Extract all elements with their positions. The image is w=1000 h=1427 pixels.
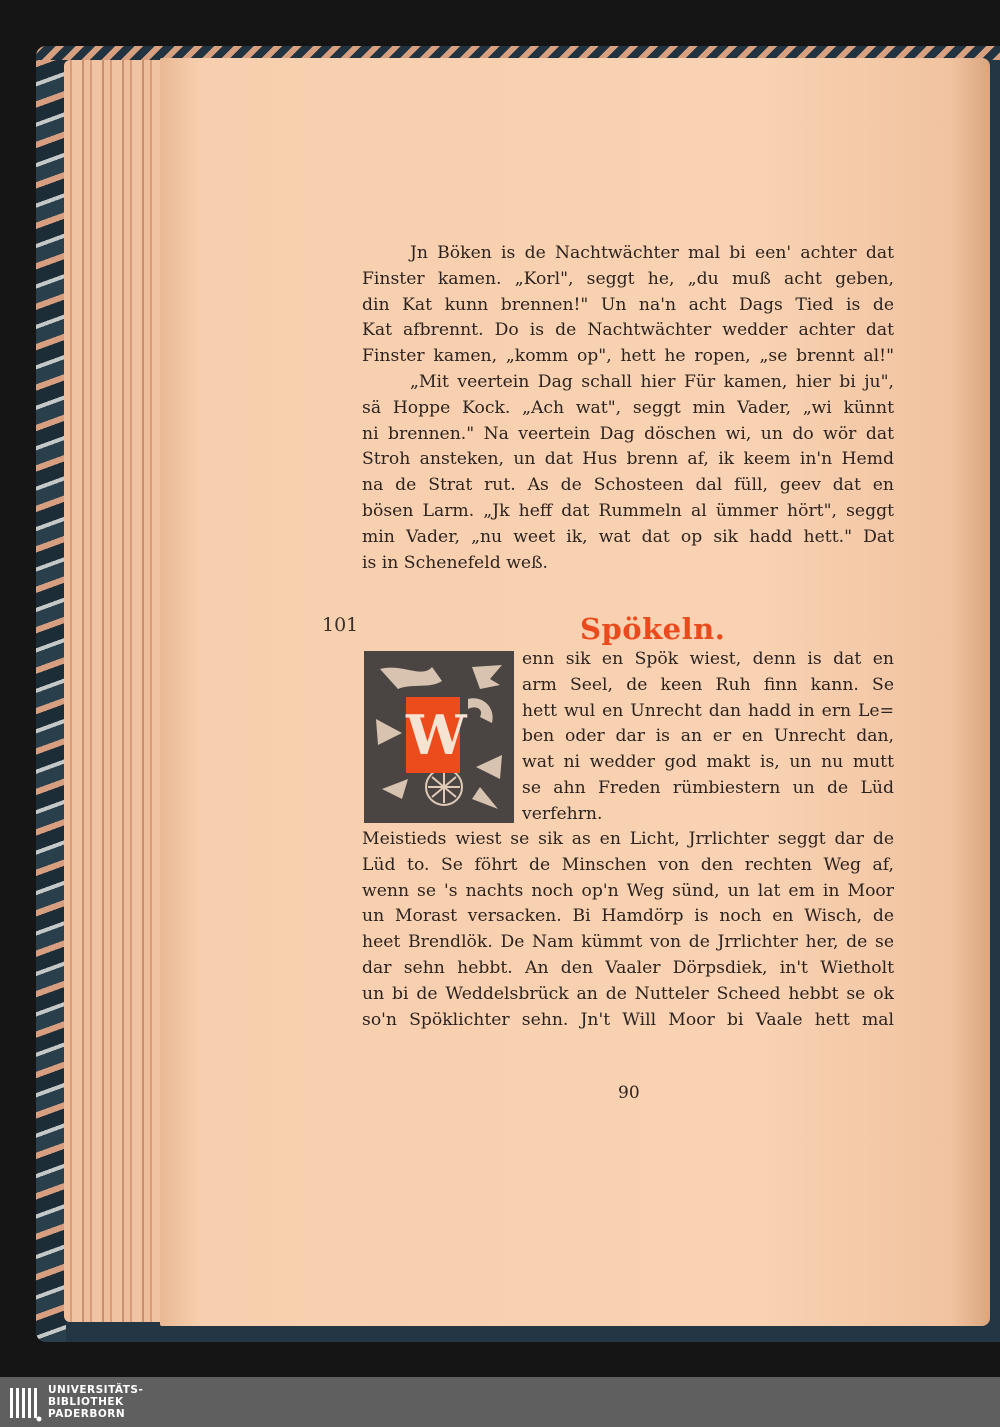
text-line: Lüd to. Se föhrt de Minschen von den rechten Weg af,: [362, 854, 894, 875]
text-line: is in Schenefeld weß.: [362, 552, 549, 573]
text-line: wenn se 's nachts noch op'n Weg sünd, un lat em in Moor: [362, 880, 894, 901]
page-number: 90: [618, 1083, 640, 1103]
text-line: din Kat kunn brennen!" Un na'n acht Dags Tied is de: [362, 294, 894, 315]
text-line: bösen Larm. „Jk heff dat Rummeln al ümmer hört", seggt: [362, 500, 894, 521]
text-line: Jn Böken is de Nachtwächter mal bi een' achter dat: [410, 243, 894, 263]
text-line: enn sik en Spök wiest, denn is dat en: [522, 649, 894, 669]
text-line: wat ni wedder god makt is, un nu mutt: [522, 752, 894, 773]
text-line: hett wul en Unrecht dan hadd in ern Le=: [522, 700, 894, 721]
paragraph-bottom: [362, 827, 894, 1033]
text-line: arm Seel, de keen Ruh finn kann. Se: [522, 674, 894, 695]
text-line: se ahn Freden rümbiestern un de Lüd: [522, 777, 894, 798]
text-line: Finster kamen. „Korl", seggt he, „du muß acht geben,: [362, 268, 894, 289]
cover-pattern-strip: [36, 46, 66, 1342]
text-line: dar sehn hebbt. An den Vaaler Dörpsdiek, in't Wietholt: [362, 957, 894, 978]
text-line: min Vader, „nu weet ik, wat dat op sik hadd hett." Dat: [362, 526, 894, 547]
text-line: na de Strat rut. As de Schosteen dal füll, geev dat en: [362, 475, 894, 496]
text-line: Stroh ansteken, un dat Hus brenn af, ik keem in'n Hemd: [362, 449, 894, 470]
text-line: Finster kamen, „komm op", hett he ropen, „se brennt al!": [362, 346, 894, 367]
text-line: un Morast versacken. Bi Hamdörp is noch en Wisch, de: [362, 906, 894, 927]
text-line: sä Hoppe Kock. „Ach wat", seggt min Vader, „wi künnt: [362, 397, 894, 418]
text-line: heet Brendlök. De Nam kümmt von de Jrrlichter her, de se: [362, 932, 894, 953]
text-line: ni brennen." Na veertein Dag döschen wi, un do wör dat: [362, 423, 894, 444]
section-heading: Spökeln.: [580, 612, 726, 646]
library-name: [48, 1384, 143, 1420]
paragraph-beside-initial: [522, 647, 894, 828]
library-footer: [0, 1377, 1000, 1427]
text-line: verfehrn.: [522, 803, 603, 824]
text-line: so'n Spöklichter sehn. Jn't Will Moor bi Vaale hett mal: [362, 1009, 894, 1030]
decorated-initial: [364, 651, 514, 823]
library-name-line: UNIVERSITÄTS-: [48, 1384, 144, 1396]
text-line: un bi de Weddelsbrück an de Nutteler Scheed hebbt se ok: [362, 983, 894, 1004]
text-line: ben oder dar is an er en Unrecht dan,: [522, 726, 894, 747]
text-line: Meistieds wiest se sik as en Licht, Jrrlichter seggt dar de: [362, 829, 894, 849]
paragraph-top: [362, 241, 894, 576]
margin-number: 101: [322, 614, 359, 636]
library-logo-icon: [8, 1384, 42, 1422]
library-name-line: BIBLIOTHEK: [48, 1396, 124, 1408]
page-edges: [64, 60, 174, 1322]
library-name-line: PADERBORN: [48, 1408, 126, 1420]
text-line: Kat afbrennt. Do is de Nachtwächter wedder achter dat: [362, 320, 894, 341]
text-line: „Mit veertein Dag schall hier Für kamen, hier bi ju",: [410, 371, 894, 392]
initial-letter: W: [406, 697, 460, 773]
